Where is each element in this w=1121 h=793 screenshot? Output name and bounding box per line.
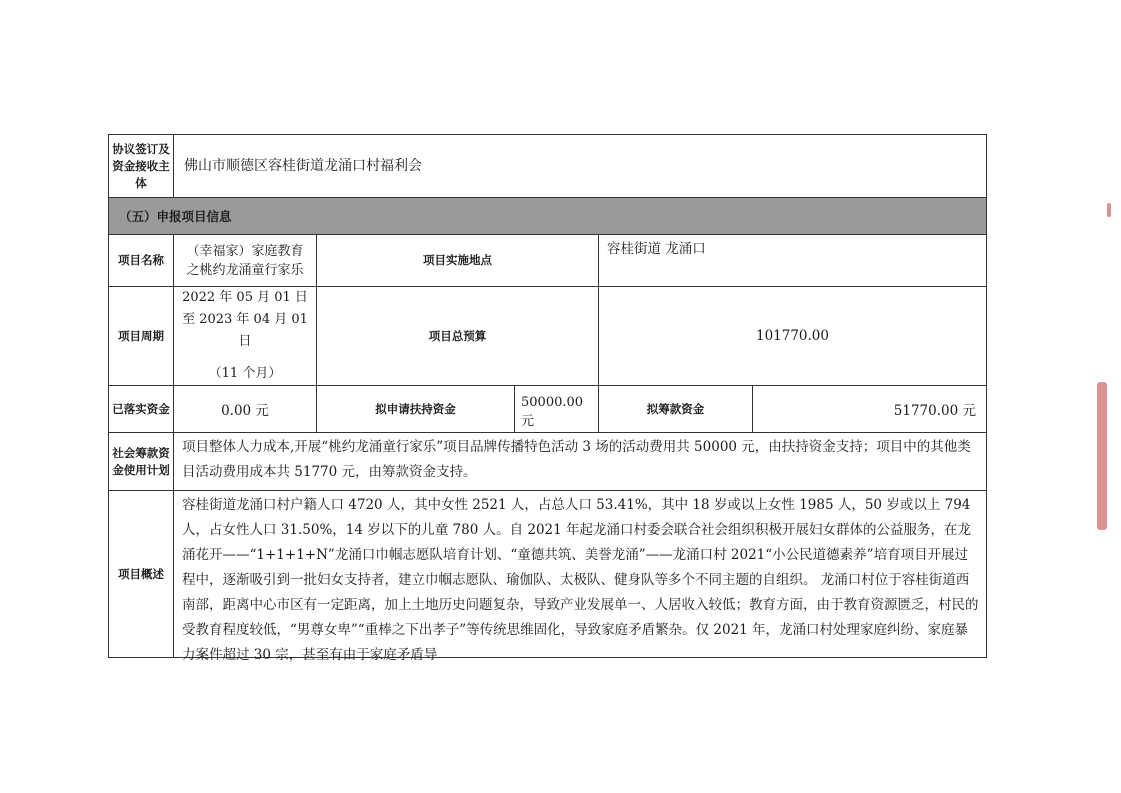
signing-party-label: 协议签订及资金接收主体 bbox=[109, 135, 174, 198]
budget-value: 101770.00 bbox=[599, 287, 987, 386]
period-duration: （11 个月） bbox=[208, 366, 282, 381]
fundraising-planned-label: 拟筹款资金 bbox=[599, 386, 753, 433]
fund-usage-label: 社会筹款资金使用计划 bbox=[109, 433, 174, 491]
period-line2: 至 2023 年 04 月 01 bbox=[182, 312, 308, 327]
signing-party-row bbox=[109, 135, 987, 198]
period-line3: 日 bbox=[238, 334, 252, 349]
project-name-label: 项目名称 bbox=[109, 235, 174, 287]
stamp-mark-edge bbox=[1097, 382, 1107, 530]
support-requested-value: 50000.00 元 bbox=[515, 386, 599, 433]
project-name-row bbox=[109, 235, 987, 287]
fund-usage-row bbox=[109, 433, 987, 491]
application-form bbox=[108, 134, 986, 663]
funding-row bbox=[109, 386, 987, 433]
support-requested-label: 拟申请扶持资金 bbox=[317, 386, 515, 433]
overview-row bbox=[109, 491, 987, 658]
section-header-row bbox=[109, 198, 987, 235]
budget-label: 项目总预算 bbox=[317, 287, 599, 386]
fund-usage-value: 项目整体人力成本,开展“桃约龙涌童行家乐”项目品牌传播特色活动 3 场的活动费用共 50000 元，由扶持资金支持；项目中的其他类目活动费用成本共 51770 元，由筹款资金支持。 bbox=[174, 433, 987, 491]
signing-party-value: 佛山市顺德区容桂街道龙涌口村福利会 bbox=[174, 135, 987, 198]
funded-label: 已落实资金 bbox=[109, 386, 174, 433]
overview-value bbox=[174, 491, 987, 663]
project-name-line1: （幸福家）家庭教育 bbox=[186, 243, 304, 259]
period-row bbox=[109, 287, 987, 386]
stamp-mark-small bbox=[1107, 203, 1111, 217]
location-label: 项目实施地点 bbox=[317, 235, 599, 287]
overview-label: 项目概述 bbox=[109, 491, 174, 658]
period-label: 项目周期 bbox=[109, 287, 174, 386]
location-value: 容桂街道 龙涌口 bbox=[599, 235, 987, 287]
project-info-table bbox=[108, 134, 987, 663]
project-name-line2: 之桃约龙涌童行家乐 bbox=[186, 262, 304, 278]
fundraising-planned-value: 51770.00 元 bbox=[753, 386, 987, 433]
period-line1: 2022 年 05 月 01 日 bbox=[182, 290, 308, 305]
period-value bbox=[174, 287, 317, 386]
section-title: （五）申报项目信息 bbox=[109, 198, 987, 235]
project-name-value bbox=[174, 235, 317, 287]
overview-text: 容桂街道龙涌口村户籍人口 4720 人，其中女性 2521 人，占总人口 53.41%，其中 18 岁或以上女性 1985 人，50 岁或以上 794 人，占女性人口 31.50%，14 岁以下的儿童 780 人。自 2021 年起龙涌口村委会联合社会组织积极开展妇女群体的公益服务，在龙涌花开——“1+1+1+N”龙涌口巾帼志愿队培育计划、“童德共筑、美誉龙涌”——龙涌口村 2021“小公民道德素养”培育项目开展过程中，逐渐吸引到一批妇女支持者，建立巾帼志愿队、瑜伽队、太极队、健身队等多个不同主题的自组织。 龙涌口村位于容桂街道西南部，距离中心市区有一定距离，加上土地历史问题复杂，导致产业发展单一、人居收入较低；教育方面，由于教育资源匮乏，村民的受教育程度较低，“男尊女卑”“重棒之下出孝子”等传统思维固化，导致家庭矛盾繁杂。仅 2021 年，龙涌口村处理家庭纠纷、家庭暴力案件超过 30 宗，甚至有由于家庭矛盾导 bbox=[182, 497, 979, 663]
funded-value: 0.00 元 bbox=[174, 386, 317, 433]
